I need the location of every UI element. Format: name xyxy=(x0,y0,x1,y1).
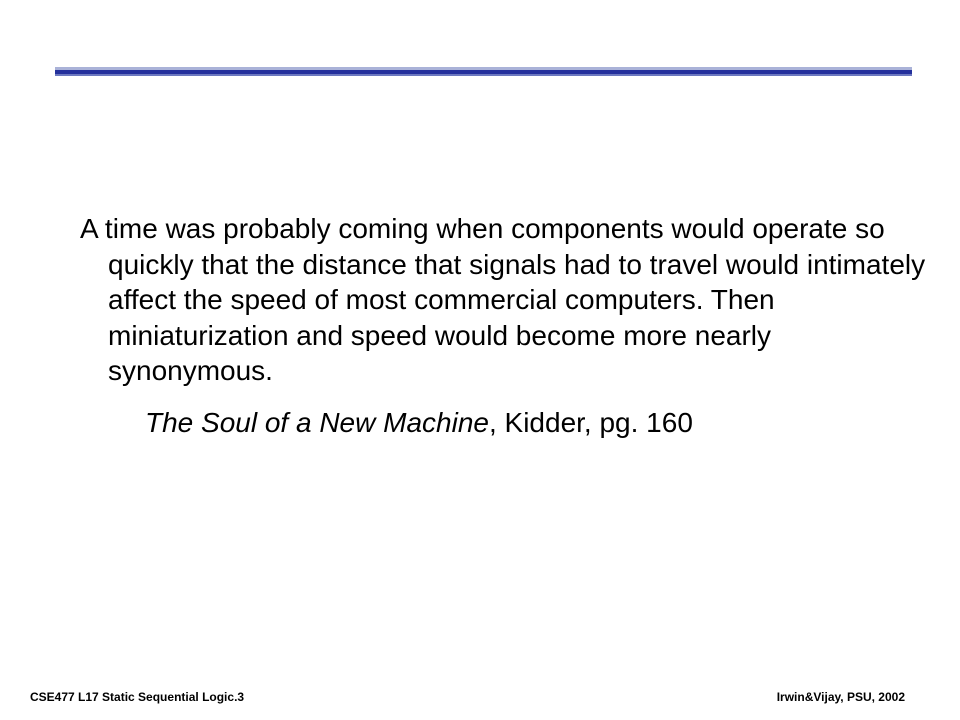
header-rule-lower xyxy=(55,74,912,76)
citation-details: , Kidder, pg. 160 xyxy=(488,407,693,438)
book-title: The Soul of a New Machine xyxy=(145,407,489,438)
quote-text: A time was probably coming when components would operate so quickly that the distance that signals had to travel would intimately affect the speed of most commercial computers. Then miniaturization and speed would become more nearly synonymous. xyxy=(80,213,926,386)
quote-citation xyxy=(145,405,693,441)
footer-course-label: CSE477 L17 Static Sequential Logic.3 xyxy=(30,690,245,704)
footer-author-label: Irwin&Vijay, PSU, 2002 xyxy=(776,690,905,704)
